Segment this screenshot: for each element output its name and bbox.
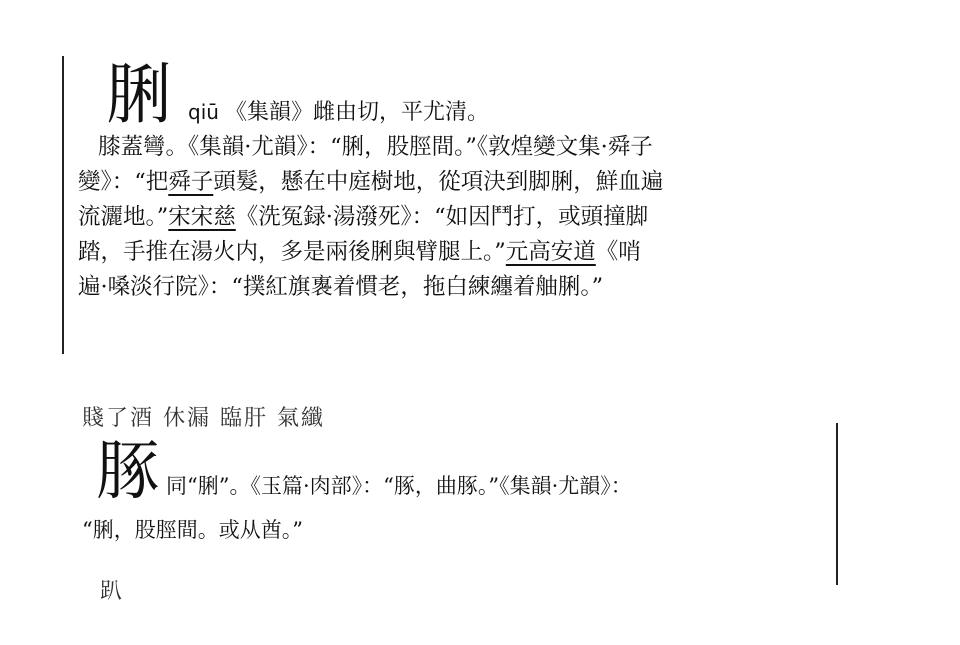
- text-run: 頭髮，懸在中庭樹地，從項決到脚脷，鮮血遍: [213, 169, 664, 195]
- author-name-underlined: 元高安道: [505, 239, 596, 265]
- definition-line-4: [78, 235, 830, 270]
- entry-header: [96, 435, 822, 509]
- text-run: 踏，手推在湯火内，多是兩後脷與臂腿上。”: [78, 239, 506, 265]
- fragment-text: 賤了酒 休漏 臨肝 氣纖: [82, 406, 325, 431]
- text-run: 變》：“把: [78, 169, 169, 195]
- pinyin: qiū: [188, 100, 219, 124]
- author-name-underlined: 宋宋慈: [168, 204, 236, 230]
- right-margin-rule: [836, 423, 838, 585]
- definition-line-2: [78, 165, 830, 200]
- entry-definition: [78, 130, 830, 305]
- headword: 脷: [106, 56, 174, 133]
- fragment-text: 趴: [100, 579, 123, 604]
- text-run: 流灑地。”: [78, 204, 169, 230]
- headword: 䐁: [96, 435, 160, 509]
- cropped-text-fragment-bottom: [100, 574, 180, 604]
- definition-line-2: “脷，股脛間。或从酋。”: [82, 518, 303, 542]
- definition-line-1: 膝蓋彎。《集韻·尤韻》：“脷，股脛間。”《敦煌變文集·舜子: [98, 134, 653, 160]
- definition-line-3: [78, 200, 830, 235]
- dictionary-entry-qiu: [78, 56, 830, 305]
- proper-name-underlined: 舜子: [168, 169, 214, 195]
- pronunciation: [188, 95, 489, 126]
- dictionary-entry-variant: [82, 435, 822, 544]
- text-run: 《哨: [595, 239, 641, 265]
- text-run: 《洗冤録·湯潑死》：“如因鬥打，或頭撞脚: [235, 204, 649, 230]
- cropped-text-fragment-top: [82, 406, 402, 431]
- left-margin-rule: [62, 56, 64, 354]
- definition-line-1: 同“脷”。《玉篇·肉部》：“䐁，曲䐁。”《集韻·尤韻》：: [166, 474, 632, 498]
- fanqie-reading: 《集韻》雌由切，平尤清。: [224, 100, 489, 125]
- definition-line-5: 遍·嗓淡行院》：“撲紅旗褢着慣老，拖白練纏着舳脷。”: [78, 274, 604, 300]
- entry-header: [106, 56, 830, 133]
